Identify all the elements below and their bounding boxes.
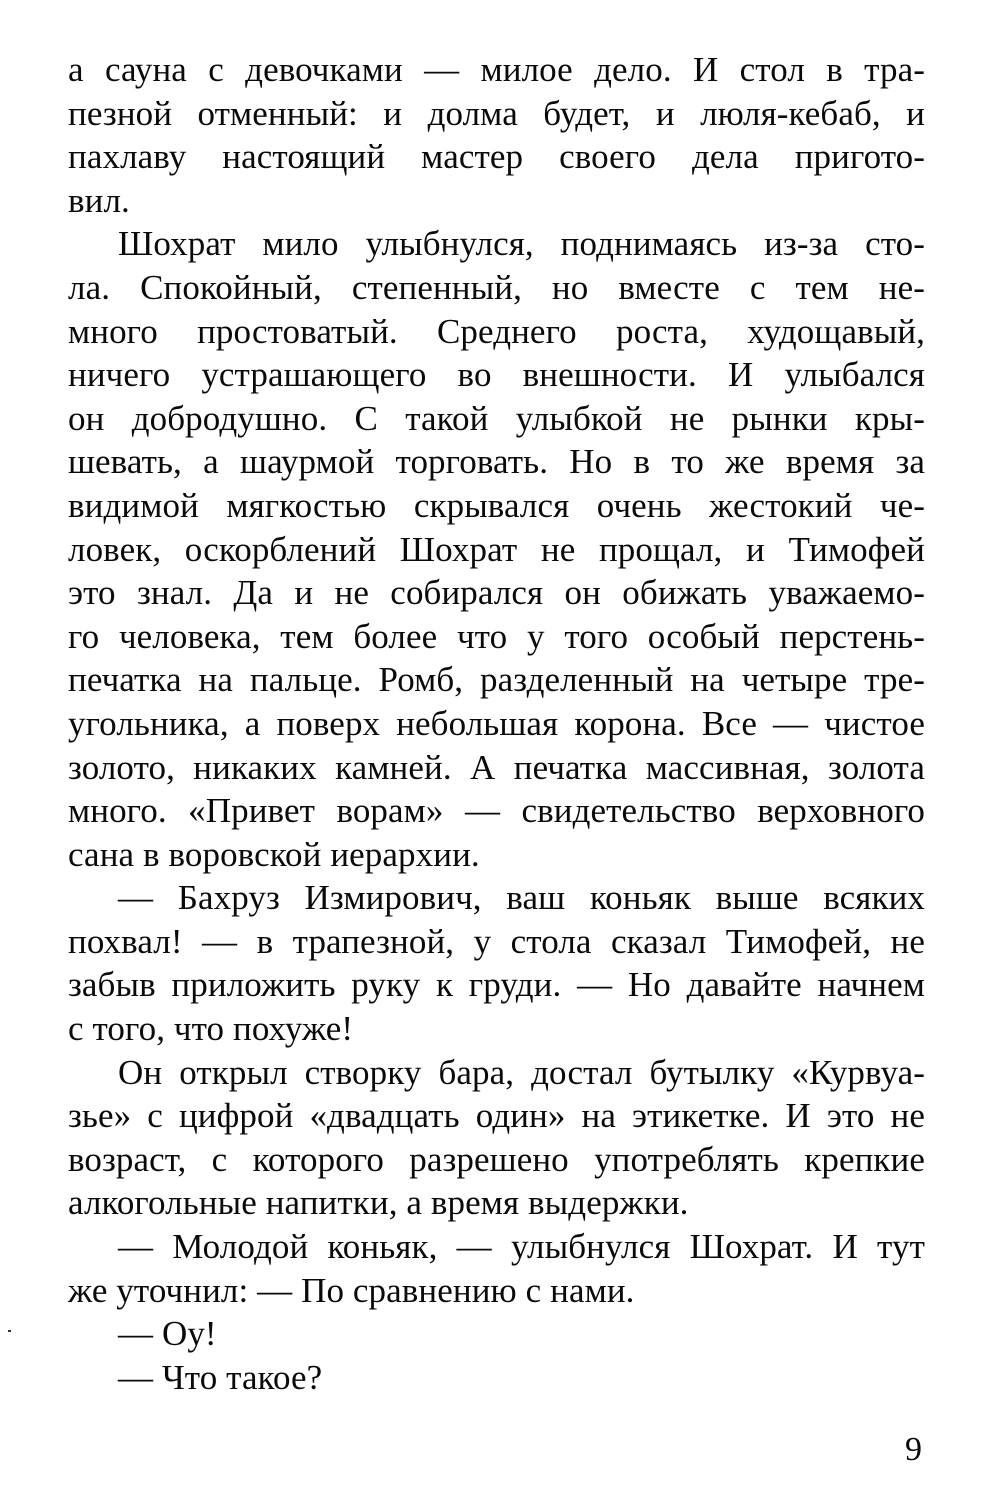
paragraph: [68, 1051, 925, 1225]
text-line: видимой мягкостью скрывался очень жестокий че-: [68, 485, 925, 525]
text-line: Шохрат мило улыбнулся, поднимаясь из-за сто-: [118, 224, 925, 264]
text-line: Он открыл створку бара, достал бутылку «Курвуа-: [118, 1052, 925, 1092]
text-line: вил.: [68, 180, 130, 220]
text-line: го человека, тем более что у того особый перстень-: [68, 616, 925, 656]
text-line: возраст, с которого разрешено употреблять крепкие: [68, 1139, 925, 1179]
text-line: — Молодой коньяк, — улыбнулся Шохрат. И тут: [118, 1227, 925, 1267]
text-line: золото, никаких камней. А печатка массивная, золота: [68, 747, 925, 787]
page-body: [68, 48, 925, 1399]
text-line: — Что такое?: [118, 1357, 323, 1397]
text-line: ла. Спокойный, степенный, но вместе с тем не-: [68, 267, 925, 307]
text-line: пезной отменный: и долма будет, и люля-кебаб, и: [68, 93, 925, 133]
paragraph: [68, 222, 925, 876]
text-line: — Бахруз Измирович, ваш коньяк выше всяких: [118, 878, 925, 918]
text-line: похвал! — в трапезной, у стола сказал Тимофей, не: [68, 921, 925, 961]
text-line: пахлаву настоящий мастер своего дела пригото-: [68, 137, 925, 177]
text-line: с того, что похуже!: [68, 1009, 354, 1049]
text-line: а сауна с девочками — милое дело. И стол в тра-: [68, 50, 925, 89]
text-line: зье» с цифрой «двадцать один» на этикетке. И это не: [68, 1096, 925, 1136]
text-line: ничего устрашающего во внешности. И улыбался: [68, 355, 925, 395]
page-number: 9: [905, 1431, 922, 1468]
scan-speck: [8, 1330, 11, 1332]
text-line: много простоватый. Среднего роста, худощавый,: [68, 311, 925, 351]
paragraph: [68, 1225, 925, 1312]
text-line: это знал. Да и не собирался он обижать уважаемо-: [68, 573, 925, 613]
text-line: же уточнил: — По сравнению с нами.: [68, 1270, 635, 1310]
text-line: шевать, а шаурмой торговать. Но в то же время за: [68, 442, 925, 482]
paragraph: [68, 1356, 925, 1400]
text-line: — Оу!: [118, 1314, 217, 1354]
text-line: он добродушно. С такой улыбкой не рынки кры-: [68, 398, 925, 438]
paragraph: [68, 876, 925, 1050]
paragraph: [68, 1312, 925, 1356]
paragraph: [68, 48, 925, 222]
text-line: ловек, оскорблений Шохрат не прощал, и Тимофей: [68, 529, 925, 569]
text-line: забыв приложить руку к груди. — Но давайте начнем: [68, 965, 925, 1005]
text-line: алкогольные напитки, а время выдержки.: [68, 1183, 689, 1223]
text-line: много. «Привет ворам» — свидетельство верховного: [68, 791, 925, 831]
text-line: печатка на пальце. Ромб, разделенный на четыре тре-: [68, 660, 925, 700]
text-line: угольника, а поверх небольшая корона. Все — чистое: [68, 703, 925, 743]
text-line: сана в воровской иерархии.: [68, 834, 480, 874]
